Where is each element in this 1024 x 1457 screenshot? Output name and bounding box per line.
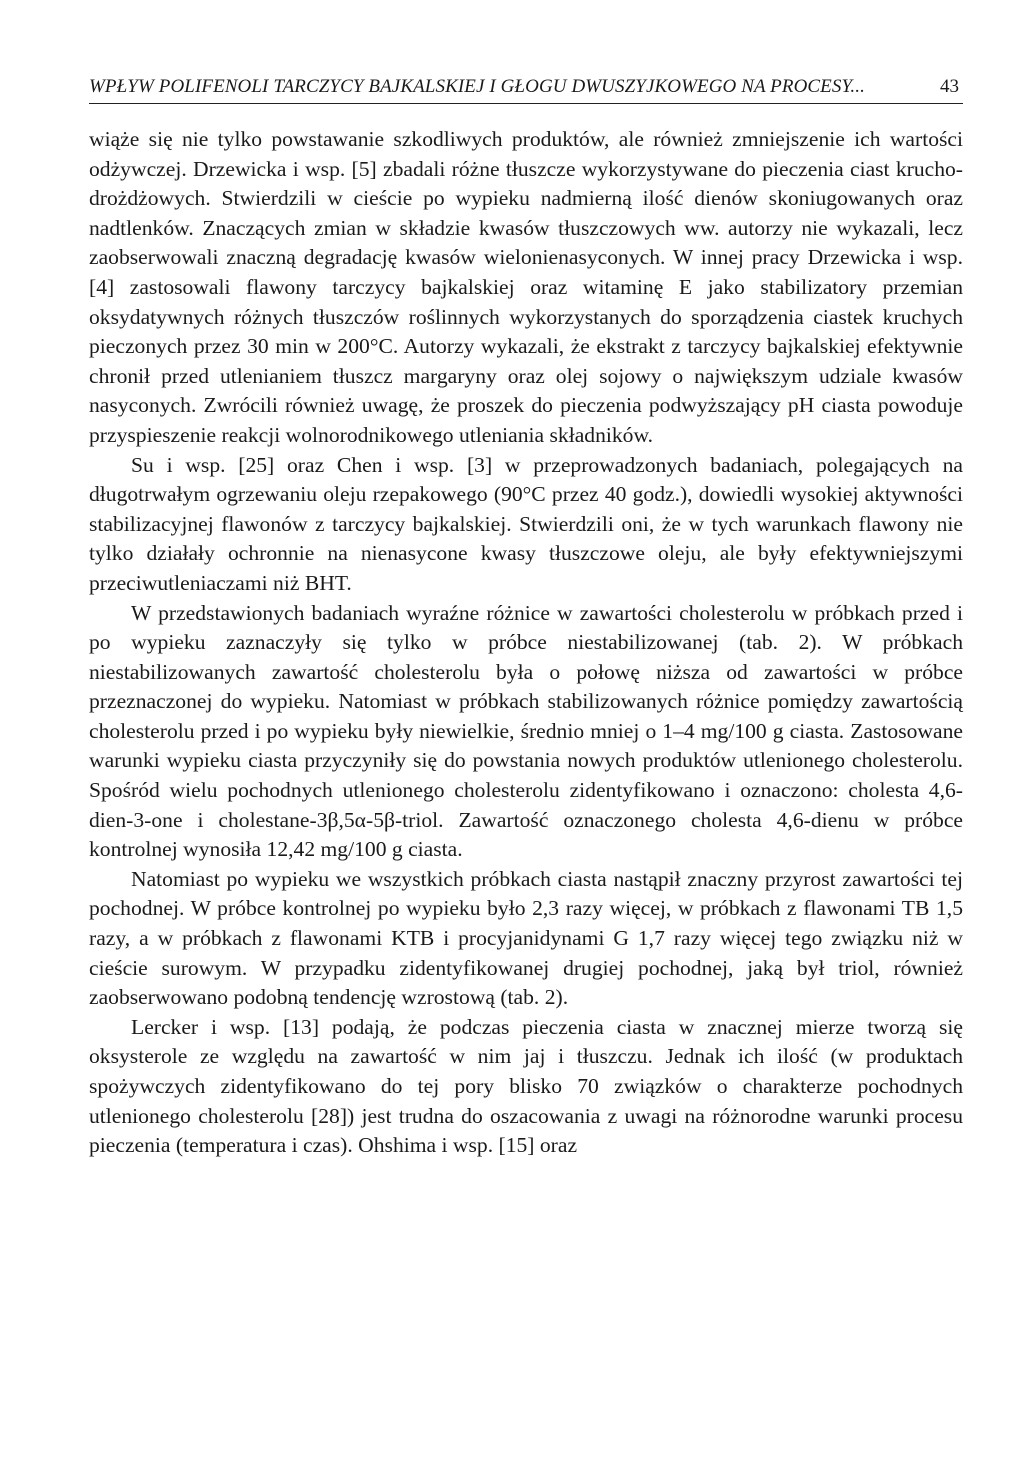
running-title: WPŁYW POLIFENOLI TARCZYCY BAJKALSKIEJ I GŁOGU DWUSZYJKOWEGO NA PROCESY... [89,76,865,97]
page-content [89,76,963,1161]
paragraph-continued: wiąże się nie tylko powstawanie szkodliwych produktów, ale również zmniejszenie ich wartości odżywczej. Drzewicka i wsp. [5] zbadali różne tłuszcze wykorzystywane do pieczenia ciast krucho-drożdżowych. Stwierdzili w cieście po wypieku nadmierną ilość dienów skoniugowanych oraz nadtlenków. Znaczących zmian w składzie kwasów tłuszczowych ww. autorzy nie wykazali, lecz zaobserwowali znaczną degradację kwasów wielonienasyconych. W innej pracy Drzewicka i wsp. [4] zastosowali flawony tarczycy bajkalskiej oraz witaminę E jako stabilizatory przemian oksydatywnych różnych tłuszczów roślinnych wykorzystanych do sporządzenia ciastek kruchych pieczonych przez 30 min w 200°C. Autorzy wykazali, że ekstrakt z tarczycy bajkalskiej efektywnie chronił przed utlenianiem tłuszcz margaryny oraz olej sojowy o największym udziale kwasów nasyconych. Zwrócili również uwagę, że proszek do pieczenia podwyższający pH ciasta powoduje przyspieszenie reakcji wolnorodnikowego utleniania składników. [89,127,963,447]
paragraph: Natomiast po wypieku we wszystkich próbkach ciasta nastąpił znaczny przyrost zawartości tej pochodnej. W próbce kontrolnej po wypieku było 2,3 razy więcej, w próbkach z flawonami TB 1,5 razy, a w próbkach z flawonami KTB i procyjanidynami G 1,7 razy więcej tego związku niż w cieście surowym. W przypadku zidentyfikowanej drugiej pochodnej, jaką był triol, również zaobserwowano podobną tendencję wzrostową (tab. 2). [89,866,963,1010]
paragraph: Su i wsp. [25] oraz Chen i wsp. [3] w przeprowadzonych badaniach, polegających na długotrwałym ogrzewaniu oleju rzepakowego (90°C przez 40 godz.), dowiedli wysokiej aktywności stabilizacyjnej flawonów z tarczycy bajkalskiej. Stwierdzili oni, że w tych warunkach flawony nie tylko działały ochronnie na nienasycone kwasy tłuszczowe oleju, ale były efektywniejszymi przeciwutleniaczami niż BHT. [89,452,963,595]
running-header [89,76,963,104]
paragraph: W przedstawionych badaniach wyraźne różnice w zawartości cholesterolu w próbkach przed i po wypieku zaznaczyły się tylko w próbce niestabilizowanej (tab. 2). W próbkach niestabilizowanych zawartość cholesterolu była o połowę niższa od zawartości w próbce przeznaczonej do wypieku. Natomiast w próbkach stabilizowanych różnice pomiędzy zawartością cholesterolu przed i po wypieku były niewielkie, średnio mniej o 1–4 mg/100 g ciasta. Zastosowane warunki wypieku ciasta przyczyniły się do powstania nowych produktów utlenionego cholesterolu. Spośród wielu pochodnych utlenionego cholesterolu zidentyfikowano i oznaczono: cholesta 4,6-dien-3-one i cholestane-3β,5α-5β-triol. Zawartość oznaczonego cholesta 4,6-dienu w próbce kontrolnej wynosiła 12,42 mg/100 g ciasta. [89,600,963,862]
paragraph: Lercker i wsp. [13] podają, że podczas pieczenia ciasta w znacznej mierze tworzą się oksysterole ze względu na zawartość w nim jaj i tłuszczu. Jednak ich ilość (w produktach spożywczych zidentyfikowano do tej pory blisko 70 związków o charakterze pochodnych utlenionego cholesterolu [28]) jest trudna do oszacowania z uwagi na różnorodne warunki procesu pieczenia (temperatura i czas). Ohshima i wsp. [15] oraz [89,1014,963,1158]
body-text [89,125,963,1161]
page-number: 43 [940,76,959,97]
